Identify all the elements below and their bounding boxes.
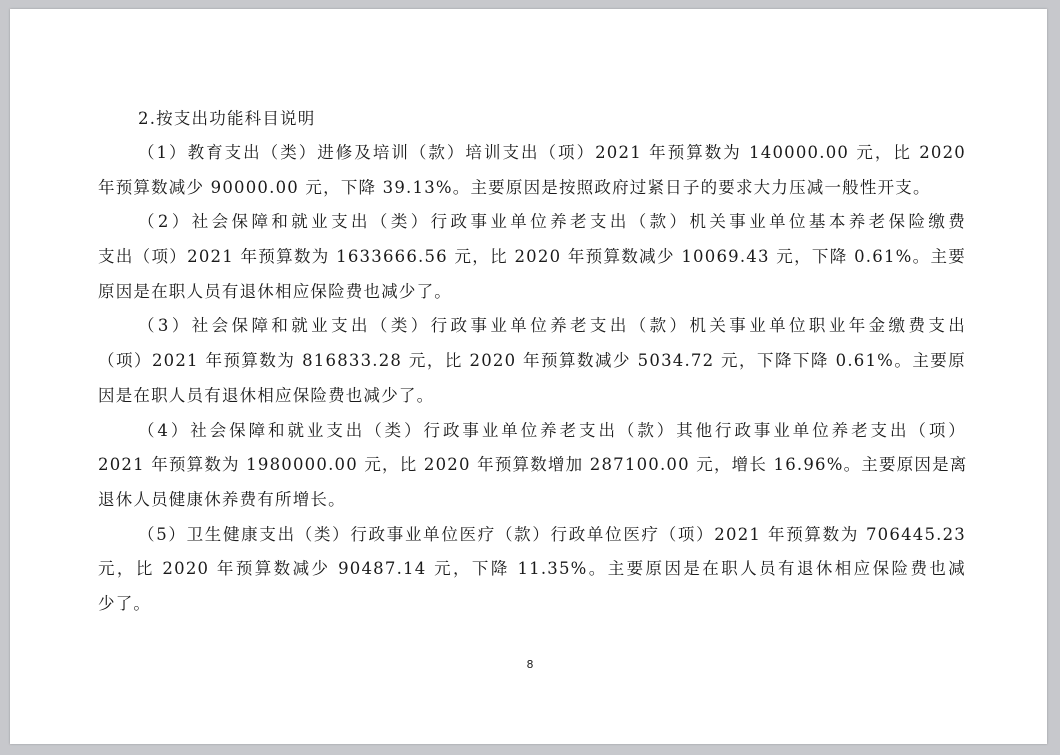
page-number: 8	[526, 658, 534, 671]
text-line: 支出（项）2021 年预算数为 1633666.56 元，比 2020 年预算数减少 10069.43 元，下降 0.61%。主要	[98, 247, 966, 267]
paragraph-1	[98, 136, 966, 205]
text-line: （1）教育支出（类）进修及培训（款）培训支出（项）2021 年预算数为 140000.00 元，比 2020	[138, 143, 966, 162]
text-line: 2021 年预算数为 1980000.00 元，比 2020 年预算数增加 287100.00 元，增长 16.96%。主要原因是离	[98, 455, 968, 475]
paragraph-4	[98, 414, 966, 518]
text-line: （项）2021 年预算数为 816833.28 元，比 2020 年预算数减少 5034.72 元，下降下降 0.61%。主要原	[98, 351, 966, 371]
text-line: 年预算数减少 90000.00 元，下降 39.13%。主要原因是按照政府过紧日子的要求大力压减一般性开支。	[98, 177, 931, 197]
text-line: （5）卫生健康支出（类）行政事业单位医疗（款）行政单位医疗（项）2021 年预算数为 706445.23	[138, 524, 966, 544]
text-line: （3）社会保障和就业支出（类）行政事业单位养老支出（款）机关事业单位职业年金缴费支出	[138, 316, 966, 336]
text-line: 原因是在职人员有退休相应保险费也减少了。	[98, 281, 452, 301]
text-line: 退休人员健康休养费有所增长。	[98, 489, 346, 509]
paragraph-3	[98, 309, 966, 413]
text-line: 元，比 2020 年预算数减少 90487.14 元，下降 11.35%。主要原因是在职人员有退休相应保险费也减	[98, 559, 966, 579]
text-line: （2）社会保障和就业支出（类）行政事业单位养老支出（款）机关事业单位基本养老保险缴费	[138, 212, 966, 232]
document-body	[98, 102, 966, 622]
text-line: 因是在职人员有退休相应保险费也减少了。	[98, 385, 435, 405]
text-line: 少了。	[98, 593, 152, 613]
paragraph-5	[98, 518, 966, 622]
text-line: （4）社会保障和就业支出（类）行政事业单位养老支出（款）其他行政事业单位养老支出（项）	[138, 420, 966, 440]
section-heading: 2.按支出功能科目说明	[138, 109, 316, 128]
paragraph-2	[98, 205, 966, 309]
